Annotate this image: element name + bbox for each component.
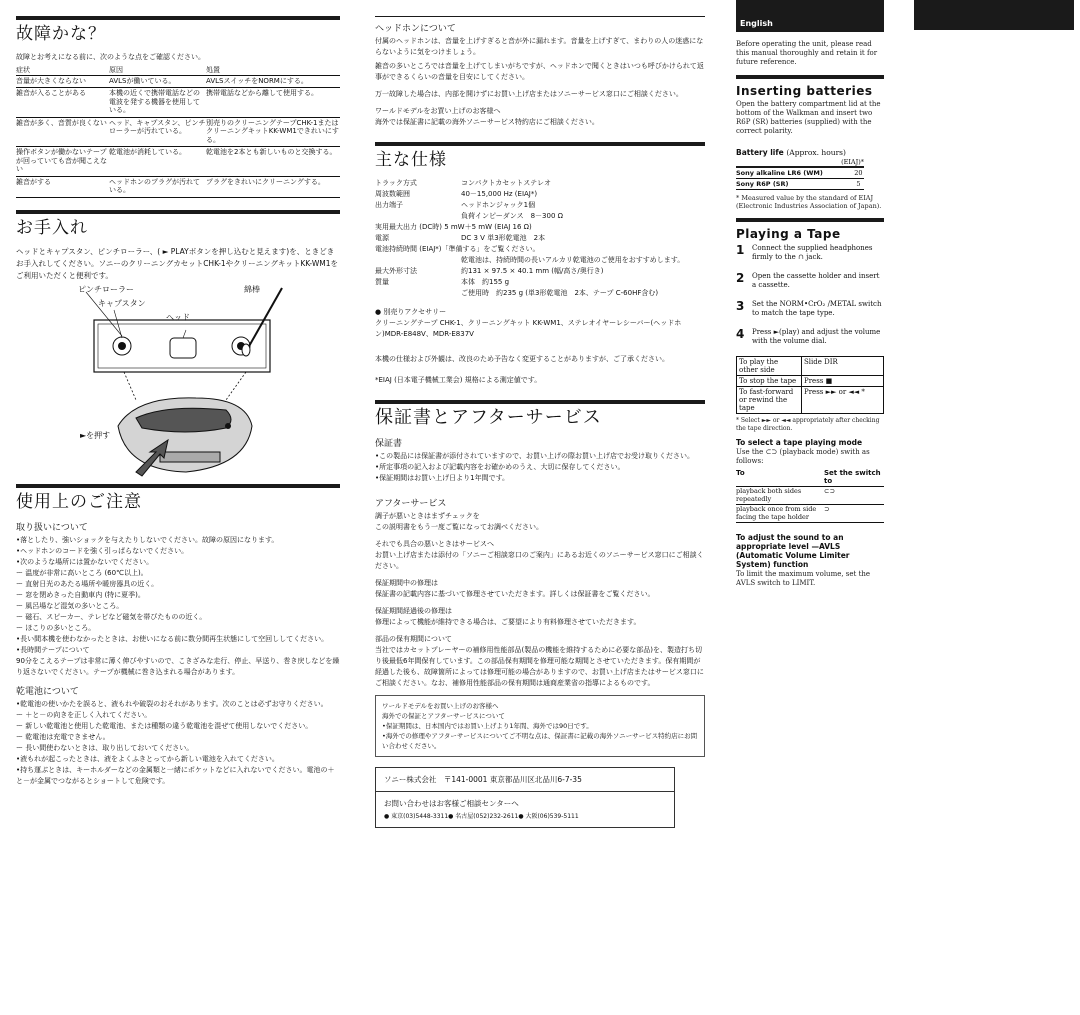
- table-row: [737, 357, 884, 376]
- table-row: [736, 168, 864, 179]
- box-line: •保証期間は、日本国内ではお買い上げより1年間、海外では90日です。: [382, 722, 593, 730]
- service-head: 調子が悪いときはまずチェックを: [375, 512, 480, 520]
- cell: [375, 288, 461, 299]
- trouble-title: 故障かな？: [16, 24, 106, 44]
- list-item: ー 窓を閉めきった自動車内 (特に夏季)。: [16, 590, 145, 599]
- cell: 周波数範囲: [375, 190, 410, 198]
- battery-life-sub: (Approx. hours): [786, 148, 846, 157]
- cell: トラック方式: [375, 179, 417, 187]
- service-head: 保証期間中の修理は: [375, 579, 438, 587]
- battery-list: [16, 699, 340, 787]
- table-row: [736, 505, 884, 523]
- care-illustration: [16, 286, 340, 482]
- list-item: 90分をこえるテープは非常に薄く伸びやすいので、こきざみな走行、停止、早送り、巻き戻しなどを繰り返さないでください。テープが機械に巻き込まれる場合があります。: [16, 656, 340, 676]
- cell: 約131 × 97.5 × 40.1 mm (幅/高さ/奥行き): [461, 267, 604, 275]
- company-phone-numbers: ● 東京(03)5448-3311● 名古屋(052)232-2611● 大阪(06)539-5111: [384, 813, 579, 820]
- table-row: [16, 117, 340, 147]
- service-text: この説明書をもう一度ご覧になってお調べください。: [375, 523, 543, 531]
- cell: ヘッドホンのプラグが汚れている。: [109, 176, 206, 197]
- list-item: ー 新しい乾電池と使用した乾電池、または種類の違う乾電池を混ぜて使用しないでください。: [16, 721, 313, 730]
- table-row: [16, 75, 340, 88]
- table-row: [736, 179, 864, 190]
- cell: DC 3 V 単3形乾電池 2本: [461, 234, 546, 242]
- column-troubleshooting: [16, 0, 340, 787]
- operation-table: [736, 356, 884, 414]
- playing-tape-title: Playing a Tape: [736, 227, 841, 241]
- list-item: ー 磁石、スピーカー、テレビなど磁気を帯びたものの近く。: [16, 612, 207, 621]
- list-item: •保証期間はお買い上げ日より1年間です。: [375, 474, 510, 482]
- headphones-title: ヘッドホンについて: [375, 24, 456, 34]
- trouble-table: [16, 66, 340, 198]
- box-line: 海外での保証とアフターサービスについて: [382, 712, 505, 720]
- cell: To fast-forward or rewind the tape: [737, 387, 802, 414]
- list-item: ー 風呂場など湿気の多いところ。: [16, 601, 124, 610]
- column-specs-warranty: [375, 0, 705, 828]
- trouble-intro: 故障とお考えになる前に、次のような点をご確認ください。: [16, 53, 205, 61]
- care-text: ヘッドとキャプスタン、ピンチローラー、( ► PLAYボタンを押し込むと見えます)を、ときどきお手入れしてください。ソニーのクリーニングカセットCHK-1やクリーニングキットKK-WM1をご利用いただくと便利です。: [16, 246, 338, 280]
- th-switch: Set the switch to: [824, 469, 884, 487]
- cell: playback once from side facing the tape holder: [736, 505, 824, 523]
- battery-life-note: * Measured value by the standard of EIAJ (Electronic Industries Association of Japan).: [736, 194, 882, 210]
- header-bar: [914, 0, 1074, 30]
- cell: To stop the tape: [737, 376, 802, 387]
- battery-life-title: [736, 148, 884, 157]
- section-rule: [736, 218, 884, 222]
- headphones-p1: 付属のヘッドホンは、音量を上げすぎると音が外に漏れます。音量を上げすぎて、まわりの人の迷惑にならないように気をつけましょう。: [375, 37, 704, 56]
- warranty-list: [375, 451, 705, 484]
- spec-battery-note: 乾電池は、持続時間の長いアルカリ乾電池のご使用をおすすめします。: [461, 256, 685, 264]
- cell: 負荷インピーダンス 8－300 Ω: [461, 212, 563, 220]
- table-row: [375, 277, 658, 288]
- cell: 40－15,000 Hz (EIAJ*): [461, 190, 538, 198]
- cell: Slide DIR: [802, 357, 884, 376]
- list-item: ー ほこりの多いところ。: [16, 623, 96, 632]
- table-row: [375, 266, 658, 277]
- cell: 乾電池が消耗している。: [109, 147, 206, 177]
- specs-title: 主な仕様: [375, 150, 447, 170]
- cell: ⊂⊃: [824, 487, 884, 505]
- acc-text: クリーニングテープ CHK-1、クリーニングキット KK-WM1、ステレオイヤーレシーバー(ヘッドホン)MDR-E848V、MDR-E837V: [375, 319, 682, 338]
- headphones-p2: 雑音の多いところでは音量を上げてしまいがちですが、ヘッドホンで聞くときはいつも呼びかけられて返事ができるくらいの音量を目安にしてください。: [375, 62, 704, 81]
- list-item: •長時間テープについて: [16, 645, 90, 654]
- after-service-title: アフターサービス: [375, 499, 447, 509]
- label-capstan: キャプスタン: [98, 298, 146, 308]
- cell: 電源: [375, 234, 389, 242]
- battery-title: 乾電池について: [16, 686, 79, 697]
- step: [736, 300, 884, 318]
- table-row: [375, 233, 545, 244]
- handling-list: [16, 535, 340, 678]
- th-symptom: 症状: [16, 66, 109, 75]
- box-line: ワールドモデルをお買い上げのお客様へ: [382, 702, 499, 710]
- cell: 質量: [375, 278, 389, 286]
- table-row: [736, 469, 884, 487]
- section-rule: [736, 75, 884, 79]
- mode-title: To select a tape playing mode: [736, 438, 863, 447]
- th-cause: 原因: [109, 66, 206, 75]
- service-text: お買い上げ店または添付の「ソニーご相談窓口のご案内」にあるお近くのソニーサービス窓口にご相談ください。: [375, 551, 704, 570]
- cell: 雑音がする: [16, 176, 109, 197]
- cell: ヘッドホンジャック1個: [461, 201, 536, 209]
- table-row: [16, 176, 340, 197]
- step: [736, 328, 884, 346]
- list-item: ー 直射日光のあたる場所や暖房器具の近く。: [16, 579, 159, 588]
- step-number: 4: [736, 327, 745, 341]
- table-row: [16, 147, 340, 177]
- list-item: ー ＋と－の向きを正しく入れてください。: [16, 710, 152, 719]
- list-item: •長い間本機を使わなかったときは、お使いになる前に数分間再生状態にして空回ししてください。: [16, 634, 329, 643]
- cell: Sony R6P (SR): [736, 179, 853, 190]
- company-contact-title: お問い合わせはお客様ご相談センターへ: [384, 799, 519, 808]
- cell: Press ►► or ◄◄ *: [802, 387, 884, 414]
- cell: 雑音が多く、音質が良くない: [16, 117, 109, 147]
- table-row: [375, 189, 563, 200]
- cell: 操作ボタンが働かないテープが回っていても音が聞こえない: [16, 147, 109, 177]
- english-intro: Before operating the unit, please read this manual thoroughly and retain it for future reference.: [736, 40, 878, 66]
- cell: Press ■: [802, 376, 884, 387]
- cell: 本機の近くで携帯電話などの電波を発する機器を使用している。: [109, 88, 206, 118]
- divider: [376, 791, 674, 792]
- step-text: Set the NORM•CrO₂ /METAL switch to match the tape type.: [752, 300, 882, 317]
- spec-eiaj-note: *EIAJ (日本電子機械工業会) 規格による測定値です。: [375, 376, 542, 384]
- list-item: •乾電池の使いかたを誤ると、液もれや破裂のおそれがあります。次のことは必ずお守りください。: [16, 699, 328, 708]
- cell: AVLSが働いている。: [109, 75, 206, 88]
- list-item: ー 乾電池は充電できません。: [16, 732, 110, 741]
- step-number: 3: [736, 299, 745, 313]
- spec-battery-life: 電池持続時間 (EIAJ*)「準備する」をご覧ください。: [375, 245, 540, 253]
- handling-title: 取り扱いについて: [16, 522, 88, 533]
- table-row: [736, 487, 884, 505]
- spec-change-note: 本機の仕様および外観は、改良のため予告なく変更することがありますが、ご了承ください。: [375, 355, 669, 363]
- battery-life-table: [736, 168, 864, 190]
- cell: 出力端子: [375, 201, 403, 209]
- list-item: •液もれが起こったときは、液をよくふきとってから新しい電池を入れてください。: [16, 754, 279, 763]
- table-row: [375, 200, 563, 211]
- cell: 携帯電話などから離して使用する。: [206, 88, 340, 118]
- battery-life-eiaj: (EIAJ)*: [841, 158, 864, 166]
- precautions-title: 使用上のご注意: [16, 491, 142, 512]
- section-rule: [16, 484, 340, 488]
- service-text: 当社ではカセットプレーヤーの補修用性能部品(製品の機能を維持するために必要な部品)を、製造打ち切り後最低6年間保有しています。この部品保有期間を修理可能な期間とさせていただきます。保有期間が経過した後も、故障箇所によっては修理可能の場合がありますので、お買い上げ店またはサービス窓口にご相談ください。なお、補修用性能部品の保有期間は通商産業省の指導によるものです。: [375, 646, 704, 687]
- headphones-p3: 万一故障した場合は、内部を開けずにお買い上げ店またはソニーサービス窓口にご相談ください。: [375, 90, 683, 98]
- table-row: [737, 376, 884, 387]
- cell: Sony alkaline LR6 (WM): [736, 168, 853, 179]
- cell: 本体 約155 g: [461, 278, 510, 286]
- section-rule: [375, 16, 705, 17]
- table-row: [375, 211, 563, 222]
- spec-table: [375, 178, 563, 222]
- list-item: •所定事項の記入および記載内容をお確かめのうえ、大切に保存してください。: [375, 463, 625, 471]
- inserting-batteries-title: Inserting batteries: [736, 84, 873, 98]
- list-item: ー 長い間使わないときは、取り出しておいてください。: [16, 743, 194, 752]
- cell: プラグをきれいにクリーニングする。: [206, 176, 340, 197]
- section-rule: [375, 400, 705, 404]
- th-to: To: [736, 469, 824, 487]
- mode-text: Use the ⊂⊃ (playback mode) swith as follows:: [736, 448, 870, 465]
- spec-max-output: 実用最大出力 (DC時) 5 mW＋5 mW (EIAJ 16 Ω): [375, 223, 532, 231]
- service-text: 修理によって機能が維持できる場合は、ご要望により有料修理させていただきます。: [375, 618, 641, 626]
- service-head: 部品の保有期間について: [375, 635, 452, 643]
- section-rule: [375, 142, 705, 146]
- cell: ⊃: [824, 505, 884, 523]
- company-box: [375, 767, 675, 828]
- cell: playback both sides repeatedly: [736, 487, 824, 505]
- headphones-p4: ワールドモデルをお買い上げのお客様へ: [375, 107, 501, 115]
- spec-table-dimensions: [375, 266, 658, 299]
- label-pinch-roller: ピンチローラー: [78, 284, 134, 294]
- warranty-title: 保証書とアフターサービス: [375, 407, 602, 428]
- inserting-batteries-text: Open the battery compartment lid at the bottom of the Walkman and insert two R6P (SR) batteries (supplied) with the correct polarity.: [736, 100, 881, 135]
- table-row: [737, 387, 884, 414]
- section-rule: [16, 210, 340, 214]
- section-rule: [16, 16, 340, 20]
- cell: ご使用時 約235 g (単3形乾電池 2本、テープ C-60HF含む): [461, 289, 659, 297]
- cell: 乾電池を2本とも新しいものと交換する。: [206, 147, 340, 177]
- list-item: •ヘッドホンのコードを強く引っぱらないでください。: [16, 546, 189, 555]
- cell: 音量が大きくならない: [16, 75, 109, 88]
- service-head: 保証期間経過後の修理は: [375, 607, 452, 615]
- battery-life-label: Battery life: [736, 148, 784, 157]
- step-number: 2: [736, 271, 745, 285]
- service-text: 保証書の記載内容に基づいて修理させていただきます。詳しくは保証書をご覧ください。: [375, 590, 655, 598]
- company-address: ソニー株式会社 〒141-0001 東京都品川区北品川6-7-35: [384, 775, 582, 784]
- cell: ヘッド、キャプスタン、ピンチローラーが汚れている。: [109, 117, 206, 147]
- cell: 20: [854, 169, 863, 177]
- mode-table: [736, 469, 884, 523]
- world-model-box: [375, 695, 705, 757]
- operation-note: * Select ►► or ◄◄ appropriately after checking the tape direction.: [736, 417, 880, 432]
- list-item: •この製品には保証書が添付されていますので、お買い上げの際お買い上げ店でお受け取りください。: [375, 452, 694, 460]
- avls-title: To adjust the sound to an appropriate level —AVLS (Automatic Volume Limiter System) function: [736, 533, 850, 569]
- label-press-play: ►を押す: [80, 430, 111, 440]
- cell: To play the other side: [737, 357, 802, 376]
- list-item: •持ち運ぶときは、キーホルダーなどの金属類と一緒にポケットなどに入れないでください。電池の＋と－が金属でつながるとショートして危険です。: [16, 765, 335, 785]
- box-line: •海外での修理やアフターサービスについてご不明な点は、保証書に記載の海外ソニーサービス特約店にお問い合わせください。: [382, 732, 698, 750]
- walkman-illustration: [76, 286, 306, 482]
- table-row: [375, 288, 658, 299]
- column-blank: [910, 0, 1080, 30]
- column-english: [736, 0, 884, 591]
- headphones-p5: 海外では保証書に記載の海外ソニーサービス特約店にご相談ください。: [375, 118, 599, 126]
- acc-title: ● 別売りアクセサリー: [375, 308, 447, 316]
- care-title: お手入れ: [16, 217, 88, 238]
- list-item: •落としたり、強いショックを与えたりしないでください。故障の原因になります。: [16, 535, 279, 544]
- label-head: ヘッド: [166, 312, 190, 322]
- service-head: それでも具合の悪いときはサービスへ: [375, 540, 494, 548]
- cell: 別売りのクリーニングテープCHK-1またはクリーニングキットKK-WM1できれいにする。: [206, 117, 340, 147]
- list-item: ー 温度が非常に高いところ (60℃以上)。: [16, 568, 148, 577]
- step: [736, 244, 884, 262]
- table-row: [375, 178, 563, 189]
- cell: AVLSスイッチをNORMにする。: [206, 75, 340, 88]
- list-item: •次のような場所には置かないでください。: [16, 557, 154, 566]
- step-text: Connect the supplied headphones firmly to the ∩ jack.: [752, 244, 873, 261]
- step-number: 1: [736, 243, 745, 257]
- cell: 5: [853, 179, 864, 190]
- step: [736, 272, 884, 290]
- cell: 最大外形寸法: [375, 267, 417, 275]
- english-header: English: [736, 0, 884, 32]
- avls-text: To limit the maximum volume, set the AVLS switch to LIMIT.: [736, 570, 871, 587]
- th-remedy: 処置: [206, 66, 340, 75]
- step-text: Press ►(play) and adjust the volume with the volume dial.: [752, 328, 881, 345]
- step-text: Open the cassette holder and insert a cassette.: [752, 272, 880, 289]
- label-swab: 綿棒: [244, 284, 260, 294]
- cell: 雑音が入ることがある: [16, 88, 109, 118]
- cell: [375, 211, 461, 222]
- cell: コンパクトカセットステレオ: [461, 179, 551, 187]
- warranty-card-title: 保証書: [375, 439, 403, 449]
- table-row: [16, 88, 340, 118]
- spec-table-power: [375, 233, 545, 244]
